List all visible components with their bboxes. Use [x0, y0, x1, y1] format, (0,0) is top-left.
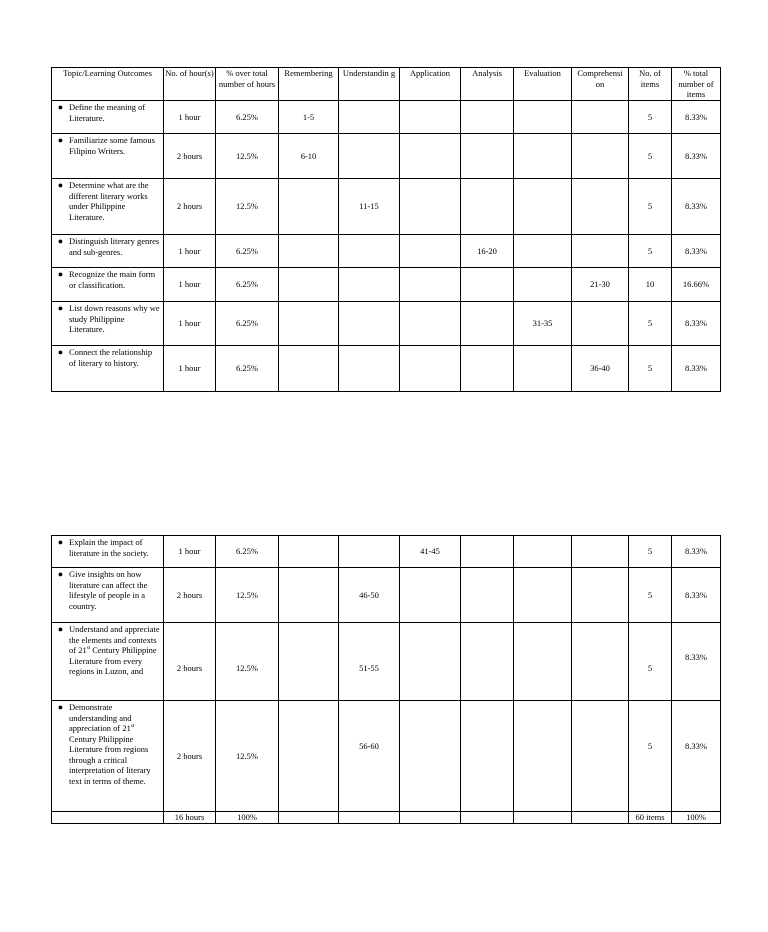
pct-items-cell: 8.33%	[672, 235, 721, 268]
topic-cell	[52, 623, 164, 701]
bullet-icon: ●	[57, 135, 64, 145]
hours-cell: 2 hours	[164, 568, 216, 623]
remembering-cell	[279, 302, 339, 346]
application-cell	[400, 701, 461, 812]
analysis-cell	[461, 101, 514, 134]
items-cell: 5	[629, 623, 672, 701]
application-cell	[400, 568, 461, 623]
application-cell	[400, 268, 461, 302]
topic-cell	[52, 235, 164, 268]
analysis-cell	[461, 623, 514, 701]
totals-row	[52, 812, 721, 824]
tos-table-page-2	[51, 535, 721, 824]
topic-text: Recognize the main form or classification.	[69, 269, 156, 290]
evaluation-cell	[514, 134, 572, 179]
table-row	[52, 346, 721, 392]
understanding-cell	[339, 302, 400, 346]
header-items: No. of items	[629, 68, 672, 101]
application-cell	[400, 623, 461, 701]
pct-items-cell: 8.33%	[672, 623, 721, 701]
table-row	[52, 536, 721, 568]
remembering-cell	[279, 235, 339, 268]
hours-cell: 1 hour	[164, 302, 216, 346]
hours-cell: 1 hour	[164, 101, 216, 134]
topic-cell	[52, 346, 164, 392]
comprehension-cell	[572, 568, 629, 623]
topic-text-part: Century Philippine Literature from every regions in Luzon, and	[69, 645, 157, 676]
pct-hours-cell: 12.5%	[216, 623, 279, 701]
total-pct-hours: 100%	[216, 812, 279, 824]
understanding-cell: 56-60	[339, 701, 400, 812]
evaluation-cell: 31-35	[514, 302, 572, 346]
pct-hours-cell: 6.25%	[216, 302, 279, 346]
topic-text: Define the meaning of Literature.	[69, 102, 146, 123]
application-cell	[400, 235, 461, 268]
hours-cell: 2 hours	[164, 701, 216, 812]
application-cell	[400, 302, 461, 346]
header-remembering: Remembering	[279, 68, 339, 101]
understanding-cell	[339, 235, 400, 268]
application-cell	[400, 346, 461, 392]
pct-hours-cell: 6.25%	[216, 536, 279, 568]
items-cell: 5	[629, 568, 672, 623]
evaluation-cell	[514, 268, 572, 302]
pct-hours-cell: 6.25%	[216, 235, 279, 268]
items-cell: 5	[629, 346, 672, 392]
topic-text: Familiarize some famous Filipino Writers.	[69, 135, 155, 156]
items-cell: 5	[629, 701, 672, 812]
table-row	[52, 101, 721, 134]
ordinal-suffix: st	[130, 724, 135, 730]
understanding-cell	[339, 536, 400, 568]
bullet-icon: ●	[57, 102, 64, 112]
application-cell	[400, 134, 461, 179]
topic-cell	[52, 268, 164, 302]
topic-cell	[52, 302, 164, 346]
comprehension-cell	[572, 101, 629, 134]
topic-text: Give insights on how literature can affect the lifestyle of people in a country.	[69, 569, 148, 611]
remembering-cell: 6-10	[279, 134, 339, 179]
totals-label-cell	[52, 812, 164, 824]
topic-cell	[52, 179, 164, 235]
topic-cell	[52, 134, 164, 179]
evaluation-cell	[514, 179, 572, 235]
topic-text: Connect the relationship of literary to history.	[69, 347, 153, 368]
hours-cell: 1 hour	[164, 268, 216, 302]
topic-text	[69, 624, 161, 677]
understanding-cell: 46-50	[339, 568, 400, 623]
analysis-cell	[461, 701, 514, 812]
table-row	[52, 623, 721, 701]
analysis-cell	[461, 134, 514, 179]
table-row	[52, 701, 721, 812]
topic-text: Distinguish literary genres and sub-genres.	[69, 236, 160, 257]
pct-items-cell: 8.33%	[672, 346, 721, 392]
table-row	[52, 235, 721, 268]
application-cell	[400, 101, 461, 134]
understanding-cell	[339, 134, 400, 179]
topic-text-part: Demonstrate understanding and appreciation of 21	[69, 702, 132, 733]
topic-text-part: Century Philippine Literature from regions through a critical interpretation of literary text in terms of theme.	[69, 733, 151, 786]
total-pct-items: 100%	[672, 812, 721, 824]
understanding-cell	[339, 268, 400, 302]
pct-items-cell: 16.66%	[672, 268, 721, 302]
topic-cell	[52, 536, 164, 568]
evaluation-cell	[514, 701, 572, 812]
bullet-icon: ●	[57, 624, 64, 634]
items-cell: 5	[629, 302, 672, 346]
items-cell: 5	[629, 536, 672, 568]
understanding-cell: 51-55	[339, 623, 400, 701]
table-row	[52, 179, 721, 235]
topic-text	[69, 702, 161, 786]
comprehension-cell: 21-30	[572, 268, 629, 302]
header-understanding: Understandin g	[339, 68, 400, 101]
pct-hours-cell: 6.25%	[216, 101, 279, 134]
application-cell	[400, 179, 461, 235]
bullet-icon: ●	[57, 569, 64, 579]
comprehension-cell	[572, 701, 629, 812]
pct-hours-cell: 6.25%	[216, 346, 279, 392]
comprehension-cell	[572, 623, 629, 701]
total-items: 60 items	[629, 812, 672, 824]
bullet-icon: ●	[57, 269, 64, 279]
evaluation-cell	[514, 536, 572, 568]
header-hours: No. of hour(s)	[164, 68, 216, 101]
topic-cell	[52, 101, 164, 134]
comprehension-cell	[572, 235, 629, 268]
topic-text: List down reasons why we study Philippine Literature.	[69, 303, 160, 334]
tos-table-page-1	[51, 67, 721, 392]
ordinal-suffix: st	[86, 646, 91, 652]
pct-items-cell: 8.33%	[672, 568, 721, 623]
topic-text: Determine what are the different literary works under Philippine Literature.	[69, 180, 149, 222]
header-analysis: Analysis	[461, 68, 514, 101]
topic-cell	[52, 568, 164, 623]
remembering-cell	[279, 701, 339, 812]
table-row	[52, 302, 721, 346]
items-cell: 5	[629, 179, 672, 235]
evaluation-cell	[514, 101, 572, 134]
analysis-cell: 16-20	[461, 235, 514, 268]
bullet-icon: ●	[57, 180, 64, 190]
application-cell: 41-45	[400, 536, 461, 568]
comprehension-cell	[572, 134, 629, 179]
hours-cell: 2 hours	[164, 623, 216, 701]
items-cell: 10	[629, 268, 672, 302]
comprehension-cell: 36-40	[572, 346, 629, 392]
table-row	[52, 568, 721, 623]
items-cell: 5	[629, 101, 672, 134]
header-topic: Topic/Learning Outcomes	[52, 68, 164, 101]
header-application: Application	[400, 68, 461, 101]
analysis-cell	[461, 568, 514, 623]
header-pct-hours: % over total number of hours	[216, 68, 279, 101]
evaluation-cell	[514, 623, 572, 701]
items-cell: 5	[629, 134, 672, 179]
topic-text: Explain the impact of literature in the society.	[69, 537, 149, 558]
analysis-cell	[461, 268, 514, 302]
remembering-cell	[279, 179, 339, 235]
pct-hours-cell: 6.25%	[216, 268, 279, 302]
evaluation-cell	[514, 235, 572, 268]
pct-items-cell: 8.33%	[672, 101, 721, 134]
bullet-icon: ●	[57, 702, 64, 712]
remembering-cell	[279, 623, 339, 701]
bullet-icon: ●	[57, 347, 64, 357]
pct-items-cell: 8.33%	[672, 179, 721, 235]
remembering-cell	[279, 268, 339, 302]
comprehension-cell	[572, 536, 629, 568]
hours-cell: 1 hour	[164, 235, 216, 268]
pct-items-cell: 8.33%	[672, 134, 721, 179]
analysis-cell	[461, 346, 514, 392]
hours-cell: 2 hours	[164, 179, 216, 235]
analysis-cell	[461, 536, 514, 568]
analysis-cell	[461, 179, 514, 235]
topic-text-part: Understand and appreciate the elements and contexts of 21	[69, 624, 160, 655]
hours-cell: 2 hours	[164, 134, 216, 179]
comprehension-cell	[572, 179, 629, 235]
pct-hours-cell: 12.5%	[216, 179, 279, 235]
comprehension-cell	[572, 302, 629, 346]
understanding-cell	[339, 346, 400, 392]
table-row	[52, 134, 721, 179]
hours-cell: 1 hour	[164, 346, 216, 392]
analysis-cell	[461, 302, 514, 346]
table-row	[52, 268, 721, 302]
remembering-cell	[279, 536, 339, 568]
pct-hours-cell: 12.5%	[216, 134, 279, 179]
bullet-icon: ●	[57, 537, 64, 547]
understanding-cell: 11-15	[339, 179, 400, 235]
pct-hours-cell: 12.5%	[216, 568, 279, 623]
hours-cell: 1 hour	[164, 536, 216, 568]
remembering-cell	[279, 346, 339, 392]
total-hours: 16 hours	[164, 812, 216, 824]
header-comprehension: Comprehensi on	[572, 68, 629, 101]
evaluation-cell	[514, 568, 572, 623]
pct-items-cell: 8.33%	[672, 701, 721, 812]
bullet-icon: ●	[57, 303, 64, 313]
header-row	[52, 68, 721, 101]
remembering-cell: 1-5	[279, 101, 339, 134]
remembering-cell	[279, 568, 339, 623]
items-cell: 5	[629, 235, 672, 268]
pct-items-cell: 8.33%	[672, 302, 721, 346]
pct-hours-cell: 12.5%	[216, 701, 279, 812]
header-evaluation: Evaluation	[514, 68, 572, 101]
topic-cell	[52, 701, 164, 812]
pct-items-cell: 8.33%	[672, 536, 721, 568]
bullet-icon: ●	[57, 236, 64, 246]
evaluation-cell	[514, 346, 572, 392]
understanding-cell	[339, 101, 400, 134]
header-pct-items: % total number of items	[672, 68, 721, 101]
